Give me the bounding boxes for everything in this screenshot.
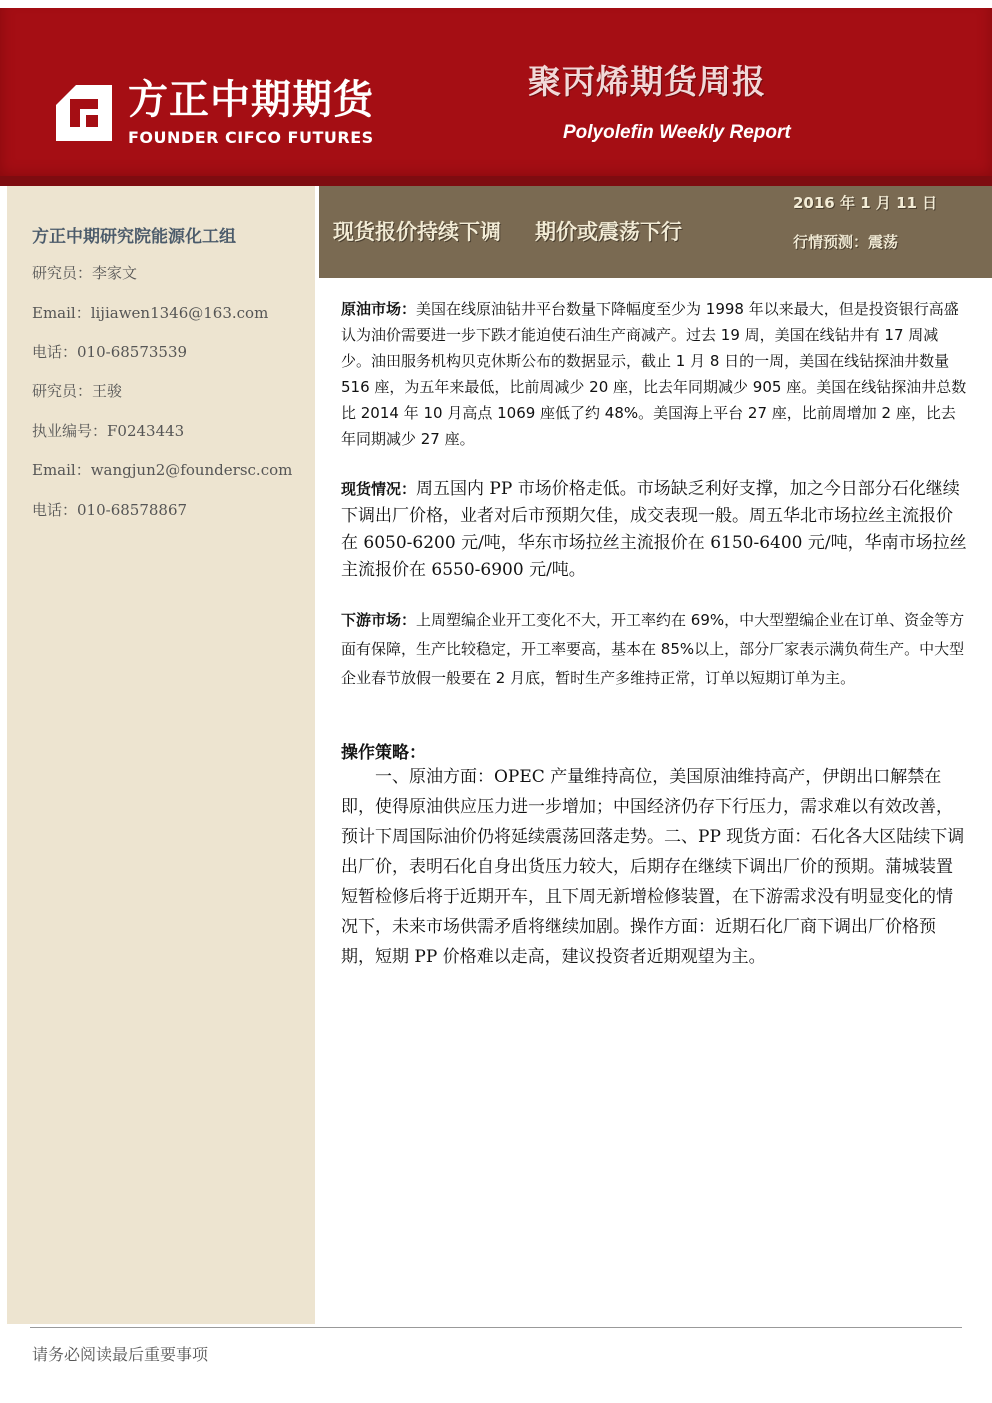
company-logo-icon <box>56 85 112 141</box>
analyst-1-email[interactable]: Email：lijiawen1346@163.com <box>32 304 269 322</box>
spot-text: 周五国内 PP 市场价格走低。市场缺乏利好支撑，加之今日部分石化继续下调出厂价格，业者对后市预期欠佳，成交表现一般。周五华北市场拉丝主流报价在 6050-6200 元/吨，华东市场拉丝主流报价在 6150-6400 元/吨，华南市场拉丝主流报价在 6550-6900 元/吨。 <box>341 479 967 580</box>
crude-oil-section <box>341 296 967 452</box>
headline-part-1: 现货报价持续下调 <box>333 220 501 244</box>
company-name-en: FOUNDER CIFCO FUTURES <box>128 128 374 147</box>
downstream-section <box>341 606 967 693</box>
analyst-1-phone: 电话：010-68573539 <box>32 343 188 361</box>
downstream-text: 上周塑编企业开工变化不大，开工率约在 69%，中大型塑编企业在订单、资金等方面有保障，生产比较稳定，开工率要高，基本在 85%以上，部分厂家表示满负荷生产。中大型企业春节放假一般要在 2 月底，暂时生产多维持正常，订单以短期订单为主。 <box>341 611 965 687</box>
downstream-label: 下游市场： <box>341 611 417 629</box>
analyst-1-name: 研究员：李家文 <box>32 264 138 282</box>
footer-note: 请务必阅读最后重要事项 <box>32 1345 209 1364</box>
report-date: 2016 年 1 月 11 日 <box>793 194 938 212</box>
crude-oil-label: 原油市场： <box>341 300 417 318</box>
strategy-heading: 操作策略： <box>341 743 426 763</box>
company-name-cn: 方正中期期货 <box>128 77 374 123</box>
analyst-2-email[interactable]: Email：wangjun2@foundersc.com <box>32 461 293 479</box>
spot-section <box>341 476 967 584</box>
analyst-2-license: 执业编号：F0243443 <box>32 422 185 440</box>
report-title: 聚丙烯期货周报 <box>528 62 766 101</box>
spot-label: 现货情况： <box>341 480 417 498</box>
footer-divider <box>30 1327 962 1328</box>
sidebar-heading: 方正中期研究院能源化工组 <box>32 227 236 247</box>
market-forecast: 行情预测：震荡 <box>793 233 899 251</box>
strategy-text: 一、原油方面：OPEC 产量维持高位，美国原油维持高产，伊朗出口解禁在即，使得原油供应压力进一步增加；中国经济仍存下行压力，需求难以有效改善，预计下周国际油价仍将延续震荡回落走势。二、PP 现货方面：石化各大区陆续下调出厂价，表明石化自身出货压力较大，后期存在继续下调出厂价的预期。蒲城装置短暂检修后将于近期开车，且下周无新增检修装置，在下游需求没有明显变化的情况下，未来市场供需矛盾将继续加剧。操作方面：近期石化厂商下调出厂价格预期，短期 PP 价格难以走高，建议投资者近期观望为主。 <box>341 767 965 967</box>
analyst-2-phone: 电话：010-68578867 <box>32 501 188 519</box>
analyst-2-name: 研究员：王骏 <box>32 382 123 400</box>
header-banner-edge <box>0 176 992 186</box>
report-subtitle: Polyolefin Weekly Report <box>563 122 791 143</box>
headline <box>333 216 682 246</box>
headline-part-2: 期价或震荡下行 <box>535 220 682 244</box>
crude-oil-text: 美国在线原油钻井平台数量下降幅度至少为 1998 年以来最大，但是投资银行高盛认为油价需要进一步下跌才能迫使石油生产商减产。过去 19 周，美国在线钻井有 17 周减少。油田服务机构贝克休斯公布的数据显示，截止 1 月 8 日的一周，美国在线钻探油井数量 516 座，为五年来最低，比前周减少 20 座，比去年同期减少 905 座。美国在线钻探油井总数比 2014 年 10 月高点 1069 座低了约 48%。美国海上平台 27 座，比前周增加 2 座，比去年同期减少 27 座。 <box>341 300 967 448</box>
